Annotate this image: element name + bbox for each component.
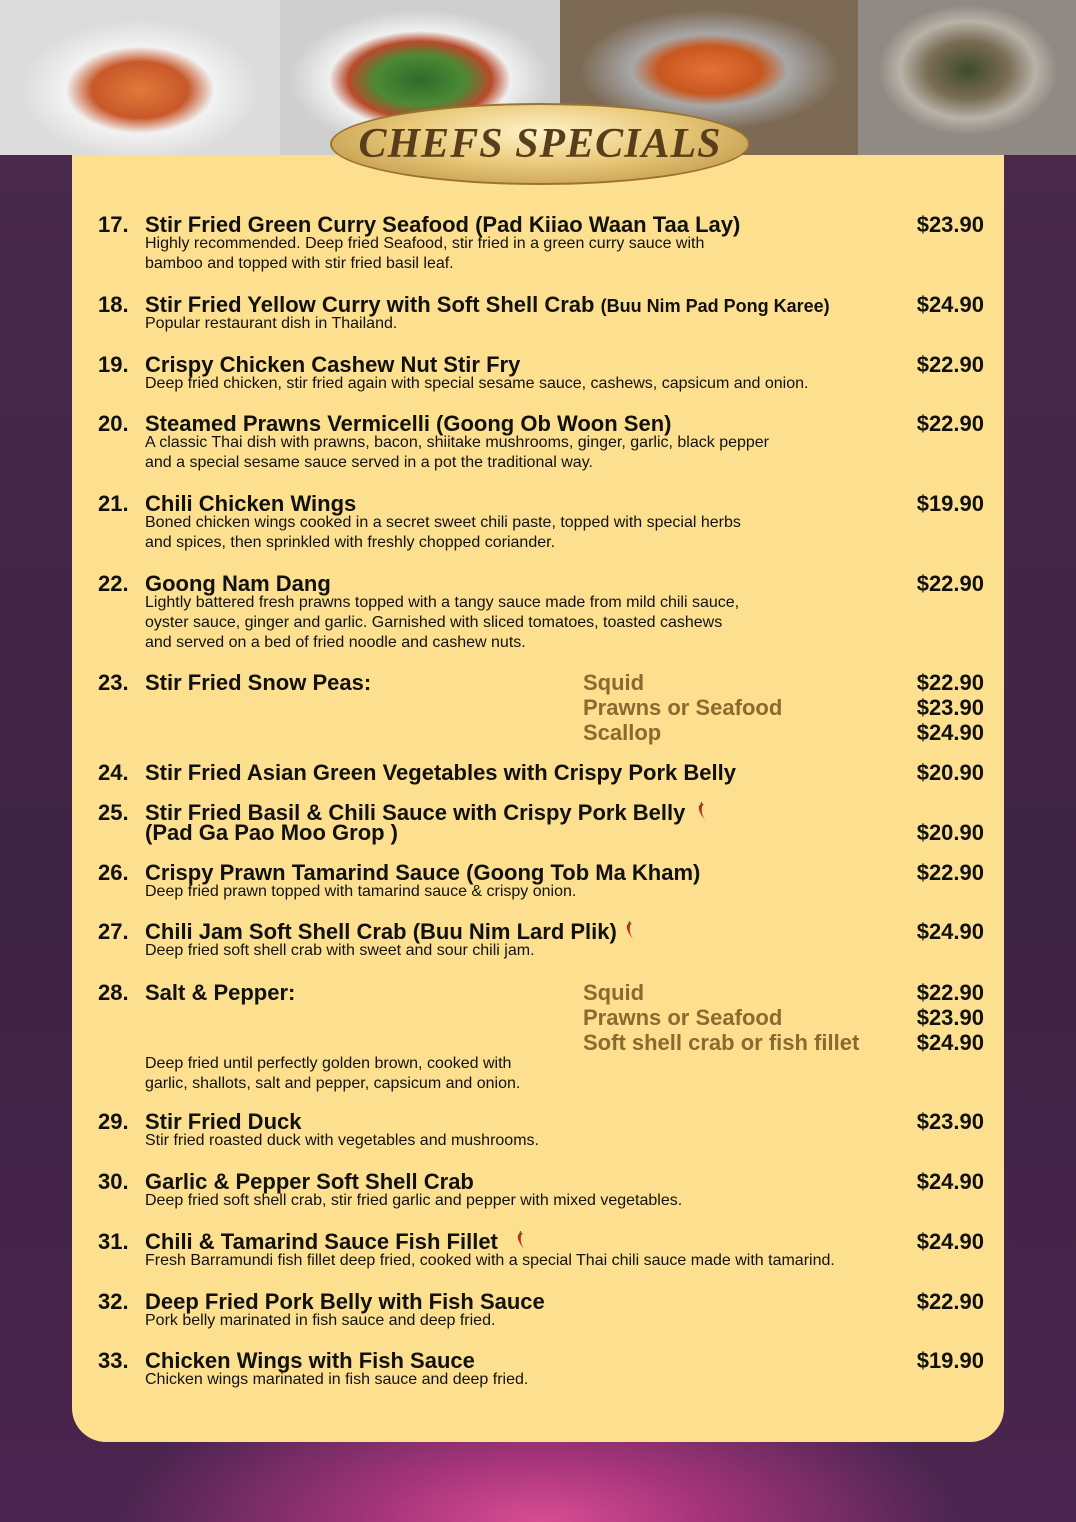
chili-icon [695, 801, 709, 823]
option-price: $24.90 [916, 720, 984, 745]
item-description: Popular restaurant dish in Thailand. [145, 315, 398, 332]
item-number: 23. [98, 670, 129, 695]
item-description: Deep fried soft shell crab, stir fried garlic and pepper with mixed vegetables. [145, 1192, 683, 1209]
item-number: 30. [98, 1169, 129, 1194]
option-price: $22.90 [916, 980, 984, 1005]
item-description: Deep fried soft shell crab with sweet and sour chili jam. [145, 942, 535, 959]
item-description: Deep fried prawn topped with tamarind sauce & crispy onion. [145, 883, 577, 900]
dish-photo-curry-crab [0, 0, 280, 155]
item-number: 31. [98, 1229, 129, 1254]
option-price: $24.90 [916, 1030, 984, 1055]
item-description: A classic Thai dish with prawns, bacon, shiitake mushrooms, ginger, garlic, black pepper and a special sesame sauce served in a pot the traditional way. [145, 434, 770, 471]
item-name: Stir Fried Duck [145, 1109, 302, 1134]
item-number: 25. [98, 800, 129, 825]
item-name-thai: (Pad Ga Pao Moo Grop ) [145, 820, 399, 845]
option-label: Scallop [583, 720, 662, 745]
option-price: $23.90 [916, 1005, 984, 1030]
item-price: $22.90 [916, 411, 984, 436]
item-name: Crispy Prawn Tamarind Sauce (Goong Tob Ma Kham) [145, 860, 701, 885]
item-name: Goong Nam Dang [145, 571, 331, 596]
item-name-main: Chili & Tamarind Sauce Fish Fillet [145, 1229, 498, 1254]
item-name: Crispy Chicken Cashew Nut Stir Fry [145, 352, 521, 377]
item-name-thai: (Buu Nim Pad Pong Karee) [600, 296, 830, 316]
item-description: Stir fried roasted duck with vegetables and mushrooms. [145, 1132, 539, 1149]
item-name: Stir Fried Snow Peas: [145, 670, 372, 695]
option-price: $22.90 [916, 670, 984, 695]
item-name: Salt & Pepper: [145, 980, 296, 1005]
item-name: Chili Chicken Wings [145, 491, 357, 516]
item-description: Deep fried chicken, stir fried again with special sesame sauce, cashews, capsicum and onion. [145, 375, 809, 392]
item-price: $19.90 [916, 1348, 984, 1373]
item-number: 21. [98, 491, 129, 516]
option-label: Soft shell crab or fish fillet [583, 1030, 860, 1055]
option-label: Squid [583, 980, 645, 1005]
item-name-main: Stir Fried Basil & Chili Sauce with Crispy Pork Belly [145, 800, 686, 825]
item-name: Garlic & Pepper Soft Shell Crab [145, 1169, 474, 1194]
dish-photo-crispy-herbs [858, 0, 1076, 155]
item-price: $19.90 [916, 491, 984, 516]
item-price: $24.90 [916, 1169, 984, 1194]
item-number: 28. [98, 980, 129, 1005]
item-number: 22. [98, 571, 129, 596]
item-description: Chicken wings marinated in fish sauce and deep fried. [145, 1371, 529, 1388]
item-price: $22.90 [916, 860, 984, 885]
item-name: Stir Fried Asian Green Vegetables with Crispy Pork Belly [145, 760, 736, 785]
chili-icon [623, 920, 637, 942]
page-title: CHEFS SPECIALS [358, 121, 722, 167]
item-number: 32. [98, 1289, 129, 1314]
item-price: $23.90 [916, 1109, 984, 1134]
item-name: Stir Fried Green Curry Seafood (Pad Kiiao Waan Taa Lay) [145, 212, 741, 237]
item-number: 20. [98, 411, 129, 436]
item-price: $20.90 [916, 820, 984, 845]
item-number: 24. [98, 760, 129, 785]
item-name: Steamed Prawns Vermicelli (Goong Ob Woon Sen) [145, 411, 672, 436]
item-name: Chicken Wings with Fish Sauce [145, 1348, 475, 1373]
item-name: Deep Fried Pork Belly with Fish Sauce [145, 1289, 545, 1314]
item-price: $24.90 [916, 1229, 984, 1254]
item-description: Deep fried until perfectly golden brown, cooked with garlic, shallots, salt and pepper, capsicum and onion. [145, 1055, 521, 1092]
item-number: 19. [98, 352, 129, 377]
item-description: Lightly battered fresh prawns topped with a tangy sauce made from mild chili sauce, oyster sauce, ginger and garlic. Garnished with sliced tomatoes, toasted cashews and served on a bed of fried noodle and cashew nuts. [145, 594, 740, 651]
title-banner [330, 103, 750, 185]
item-price: $24.90 [916, 919, 984, 944]
option-price: $23.90 [916, 695, 984, 720]
item-price: $22.90 [916, 352, 984, 377]
option-label: Squid [583, 670, 645, 695]
option-label: Prawns or Seafood [583, 695, 783, 720]
item-price: $23.90 [916, 212, 984, 237]
item-name-main: Chili Jam Soft Shell Crab (Buu Nim Lard Plik) [145, 919, 617, 944]
item-price: $20.90 [916, 760, 984, 785]
item-number: 17. [98, 212, 129, 237]
item-number: 27. [98, 919, 129, 944]
item-price: $22.90 [916, 1289, 984, 1314]
item-description: Boned chicken wings cooked in a secret sweet chili paste, topped with special herbs and spices, then sprinkled with freshly chopped coriander. [145, 514, 741, 551]
item-number: 33. [98, 1348, 129, 1373]
chili-icon [514, 1230, 528, 1252]
item-name-main: Stir Fried Yellow Curry with Soft Shell Crab [145, 292, 595, 317]
item-price: $22.90 [916, 571, 984, 596]
item-price: $24.90 [916, 292, 984, 317]
option-label: Prawns or Seafood [583, 1005, 783, 1030]
item-description: Highly recommended. Deep fried Seafood, stir fried in a green curry sauce with bamboo and topped with stir fried basil leaf. [145, 235, 705, 272]
item-description: Fresh Barramundi fish fillet deep fried, cooked with a special Thai chili sauce made with tamarind. [145, 1252, 835, 1269]
item-number: 29. [98, 1109, 129, 1134]
item-description: Pork belly marinated in fish sauce and deep fried. [145, 1312, 496, 1329]
item-number: 18. [98, 292, 129, 317]
item-number: 26. [98, 860, 129, 885]
